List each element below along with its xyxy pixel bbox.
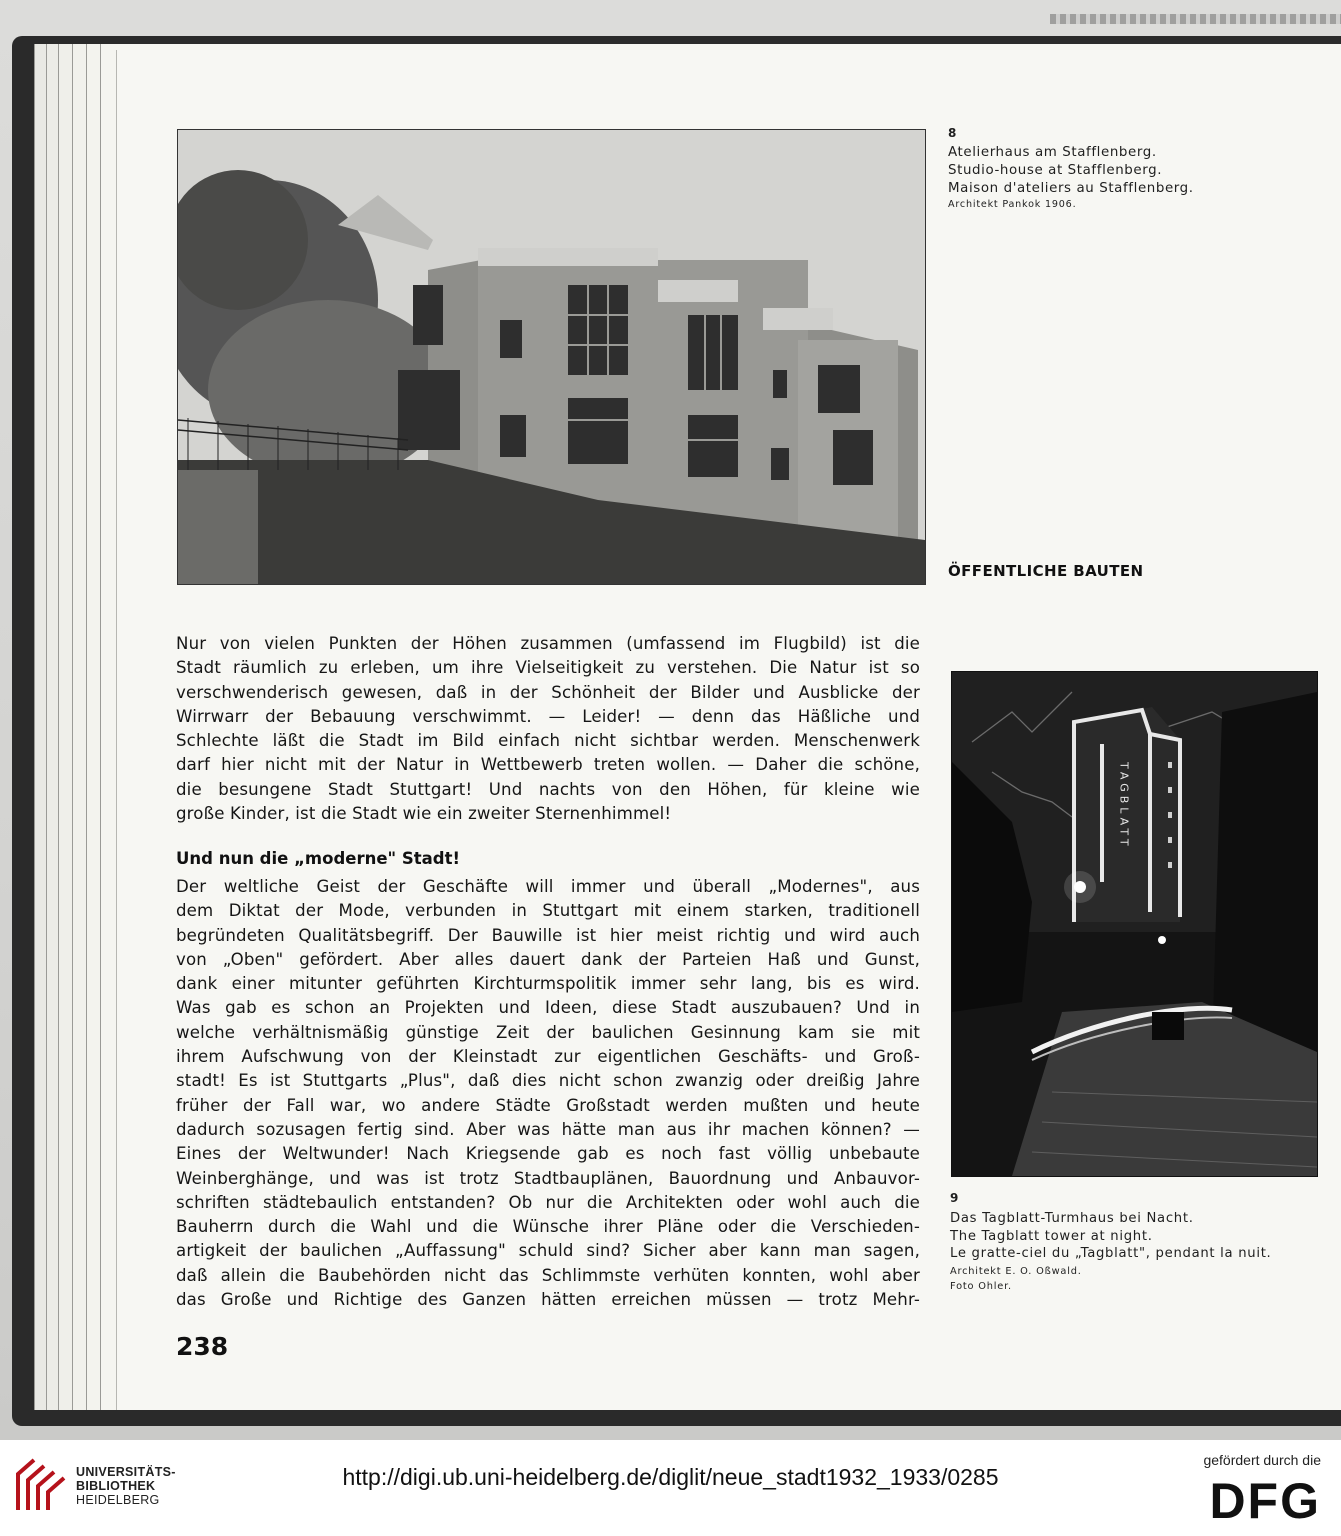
- tower-sign: TAGBLATT: [1117, 762, 1131, 850]
- text-line: daß allein die Baubehörden nicht das Schlimmste verhüten konnten, wohl aber: [176, 1265, 920, 1285]
- text-line: Bauherrn durch die Wahl und die Wünsche ihrer Pläne oder die Verschieden-: [176, 1217, 920, 1237]
- text-line: darf hier nicht mit der Natur in Wettbewerb treten wollen. — Daher die schöne,: [176, 755, 920, 775]
- text-line: große Kinder, ist die Stadt wie ein zweiter Sternenhimmel!: [176, 804, 672, 824]
- paragraph-2: [176, 875, 920, 1312]
- text-line: artigkeit der baulichen „Auffassung" schuld sind? Sicher aber kann man sagen,: [176, 1241, 920, 1261]
- caption-german: Atelierhaus am Stafflenberg.: [948, 144, 1157, 160]
- text-line: dadurch sozusagen fertig sind. Aber was hätte man aus ihr machen können? —: [176, 1119, 920, 1139]
- dfg-logo[interactable]: DFG: [1209, 1473, 1321, 1529]
- text-line: dem Diktat der Mode, verbunden in Stuttgart mit einem starken, traditionell: [176, 901, 920, 921]
- caption-english: Studio-house at Stafflenberg.: [948, 162, 1163, 178]
- text-line: Nur von vielen Punkten der Höhen zusammen (umfassend im Flugbild) ist die: [176, 634, 920, 653]
- figure-number: 9: [950, 1191, 959, 1205]
- tagblatt-tower-illustration: [952, 672, 1317, 1176]
- text-line: von „Oben" gefördert. Aber alles dauert dank der Parteien Haß und Gunst,: [176, 949, 920, 969]
- text-line: ihrem Aufschwung von der Kleinstadt zur eigentlichen Geschäfts- und Groß-: [176, 1047, 920, 1067]
- text-line: die besungene Stadt Stuttgart! Und nachts von den Höhen, für kleine wie: [176, 779, 920, 799]
- text-line: Stadt räumlich zu erleben, um ihre Vielseitigkeit zu verstehen. Die Natur ist so: [176, 658, 920, 678]
- photo-atelierhaus: [177, 129, 926, 585]
- color-calibration-strip: [1050, 14, 1341, 24]
- page-number: 238: [176, 1332, 229, 1361]
- library-name-line: BIBLIOTHEK: [76, 1479, 156, 1493]
- caption-architect: Architekt Pankok 1906.: [948, 199, 1077, 211]
- text-line: Schlechte läßt die Stadt im Bild einfach nicht sichtbar werden. Menschenwerk: [176, 731, 920, 751]
- text-line: das Große und Richtige des Ganzen hätten erreichen müssen — trotz Mehr-: [176, 1290, 920, 1310]
- text-line: früher der Fall war, wo andere Städte Großstadt werden mußten und heute: [176, 1095, 920, 1115]
- photo-tagblatt-tower: [951, 671, 1318, 1177]
- text-line: Der weltliche Geist der Geschäfte will immer und überall „Modernes", aus: [176, 877, 920, 896]
- text-line: schriften städtebaulich entstanden? Ob nur die Architekten oder wohl auch die: [176, 1192, 920, 1212]
- caption-photo-credit: Foto Ohler.: [950, 1280, 1012, 1292]
- text-line: dank einer mitunter geführten Kirchturmspolitik immer sehr lang, bis es wird.: [176, 974, 920, 994]
- footer-bar: [0, 1440, 1341, 1536]
- text-line: stadt! Es ist Stuttgarts „Plus", daß dies nicht schon zwanzig oder dreißig Jahre: [176, 1071, 920, 1091]
- text-line: begründeten Qualitätsbegriff. Der Bauwille ist hier meist richtig und wird auch: [176, 925, 920, 945]
- text-line: Eines der Weltwunder! Nach Kriegsende gab es noch fast völlig unbebaute: [176, 1144, 920, 1164]
- library-name-line: UNIVERSITÄTS-: [76, 1465, 176, 1479]
- text-line: Weinberghänge, und was ist trotz Stadtbauplänen, Bauordnung und Anbauvor-: [176, 1168, 920, 1188]
- permalink-url[interactable]: http://digi.ub.uni-heidelberg.de/diglit/neue_stadt1932_1933/0285: [342, 1464, 999, 1490]
- library-name-line: HEIDELBERG: [76, 1493, 160, 1507]
- text-line: welche verhältnismäßig günstige Zeit der baulichen Gesinnung kam sie mit: [176, 1022, 920, 1042]
- caption-german: Das Tagblatt-Turmhaus bei Nacht.: [950, 1210, 1194, 1226]
- caption-architect: Architekt E. O. Oßwald.: [950, 1265, 1082, 1277]
- text-line: verschwenderisch gewesen, daß in der Schönheit der Bilder und Ausblicke der: [176, 682, 920, 702]
- text-line: Was gab es schon an Projekten und Ideen, diese Stadt auszubauen? Und in: [176, 998, 920, 1018]
- caption-photo-9: [950, 1191, 1271, 1293]
- caption-french: Le gratte-ciel du „Tagblatt", pendant la nuit.: [950, 1246, 1272, 1262]
- figure-number: 8: [948, 126, 957, 140]
- section-title: ÖFFENTLICHE BAUTEN: [948, 562, 1144, 580]
- subheading: Und nun die „moderne" Stadt!: [176, 849, 461, 868]
- funding-note: gefördert durch die: [1203, 1452, 1321, 1468]
- caption-photo-8: [948, 126, 1194, 212]
- caption-french: Maison d'ateliers au Stafflenberg.: [948, 180, 1194, 196]
- atelierhaus-illustration: [178, 130, 925, 584]
- paragraph-1: [176, 632, 920, 826]
- caption-english: The Tagblatt tower at night.: [950, 1228, 1153, 1244]
- text-line: Wirrwarr der Bebauung verschwimmt. — Leider! — denn das Häßliche und: [176, 706, 920, 726]
